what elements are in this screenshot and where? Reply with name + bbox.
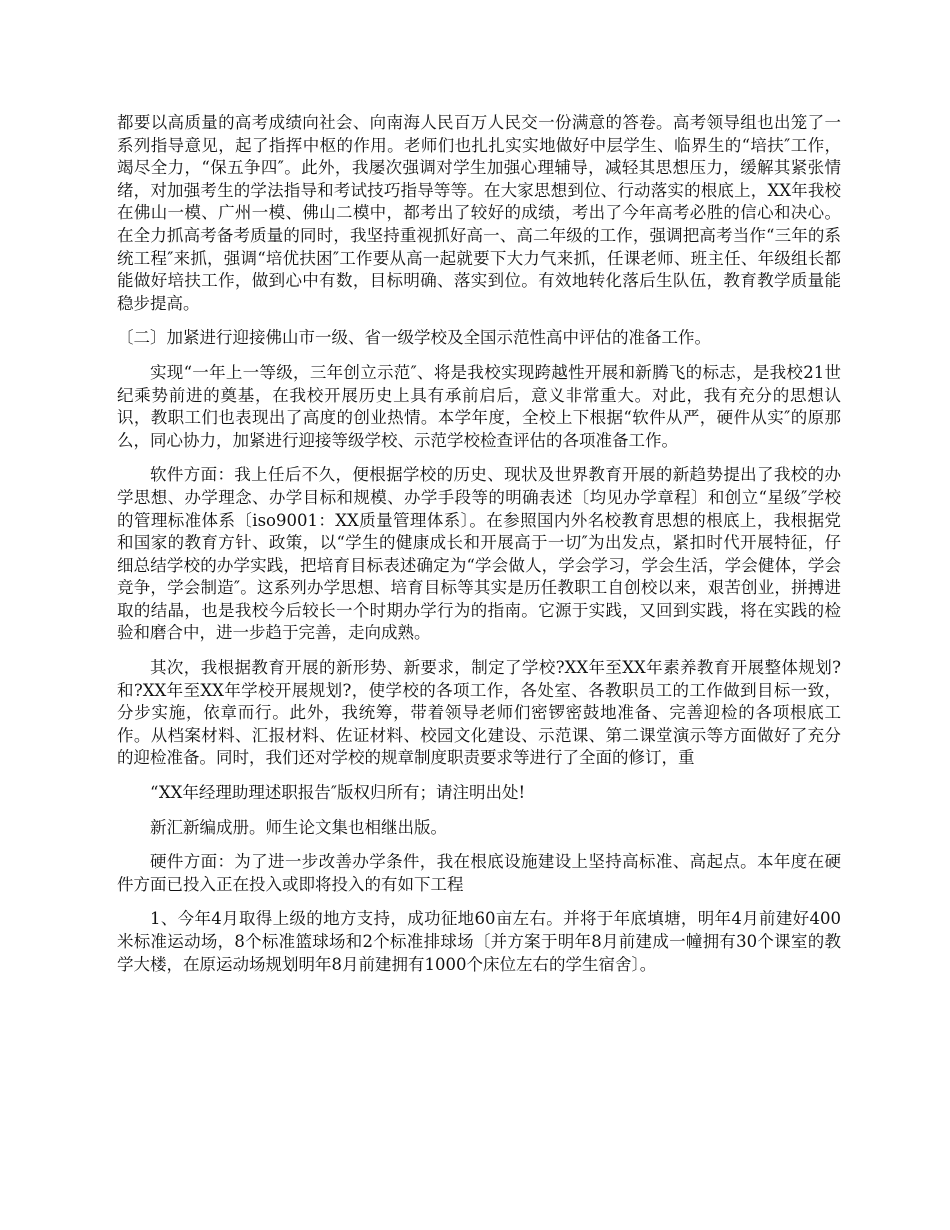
- document-page: [117, 112, 841, 988]
- paragraph-compilation: 新汇新编成册。师生论文集也相继出版。: [150, 817, 447, 837]
- paragraph-upgrade-goal: 实现“一年上一等级，三年创立示范″、将是我校实现跨越性开展和新腾飞的标志，是我校21世纪乘势前进的奠基，在我校开展历史上具有承前启后，意义非常重大。对此，我有充分的思想认识，教职工们也表现出了高度的创业热情。本学年度，全校上下根据“软件从严，硬件从实″的原那么，同心协力，加紧进行迎接等级学校、示范学校检查评估的各项准备工作。: [117, 362, 841, 450]
- copyright-notice: “XX年经理助理述职报告″版权归所有；请注明出处!: [150, 783, 526, 803]
- paragraph-software: 软件方面：我上任后不久，便根据学校的历史、现状及世界教育开展的新趋势提出了我校的办学思想、办学理念、办学目标和规模、办学手段等的明确表述〔均见办学章程〕和创立“星级″学校的管理标准体系〔iso9001：XX质量管理体系〕。在参照国内外名校教育思想的根底上，我根据党和国家的教育方针、政策，以“学生的健康成长和开展高于一切″为出发点，紧扣时代开展特征，仔细总结学校的办学实践，把培育目标表述确定为“学会做人，学会学习，学会生活，学会健体，学会竞争，学会制造″。这系列办学思想、培育目标等其实是历任教职工自创校以来，艰苦创业，拼搏进取的结晶，也是我校今后较长一个时期办学行为的指南。它源于实践，又回到实践，将在实践的检验和磨合中，进一步趋于完善，走向成熟。: [117, 465, 841, 643]
- paragraph-exam-results: 都要以高质量的高考成绩向社会、向南海人民百万人民交一份满意的答卷。高考领导组也出笼了一系列指导意见，起了指挥中枢的作用。老师们也扎扎实实地做好中层学生、临界生的“培扶″工作，竭尽全力，“保五争四″。此外，我屡次强调对学生加强心理辅导，减轻其思想压力，缓解其紧张情绪，对加强考生的学法指导和考试技巧指导等等。在大家思想到位、行动落实的根底上，XX年我校在佛山一模、广州一模、佛山二模中，都考出了较好的成绩，考出了今年高考必胜的信心和决心。在全力抓高考备考质量的同时，我坚持重视抓好高一、高二年级的工作，强调把高考当作“三年的系统工程″来抓，强调“培优扶困″工作要从高一起就要下大力气来抓，任课老师、班主任、年级组长都能做好培扶工作，做到心中有数，目标明确、落实到位。有效地转化落后生队伍，教育教学质量能稳步提高。: [117, 113, 841, 313]
- paragraph-hardware: 硬件方面：为了进一步改善办学条件，我在根底设施建设上坚持高标准、高起点。本年度在硬件方面已投入正在投入或即将投入的有如下工程: [117, 852, 841, 894]
- paragraph-planning: 其次，我根据教育开展的新形势、新要求，制定了学校?XX年至XX年素养教育开展整体规划?和?XX年至XX年学校开展规划?，使学校的各项工作，各处室、各教职员工的工作做到目标一致，分步实施，依章而行。此外，我统筹，带着领导老师们密锣密鼓地准备、完善迎检的各项根底工作。从档案材料、汇报材料、佐证材料、校园文化建设、示范课、第二课堂演示等方面做好了充分的迎检准备。同时，我们还对学校的规章制度职责要求等进行了全面的修订，重: [117, 658, 841, 768]
- section-heading-evaluation: 〔二〕加紧进行迎接佛山市一级、省一级学校及全国示范性高中评估的准备工作。: [117, 328, 711, 348]
- paragraph-land-acquisition: 1、今年4月取得上级的地方支持，成功征地60亩左右。并将于年底填塘，明年4月前建好400米标准运动场，8个标准篮球场和2个标准排球场〔并方案于明年8月前建成一幢拥有30个课室的教学大楼，在原运动场规划明年8月前建拥有1000个床位左右的学生宿舍〕。: [117, 909, 841, 974]
